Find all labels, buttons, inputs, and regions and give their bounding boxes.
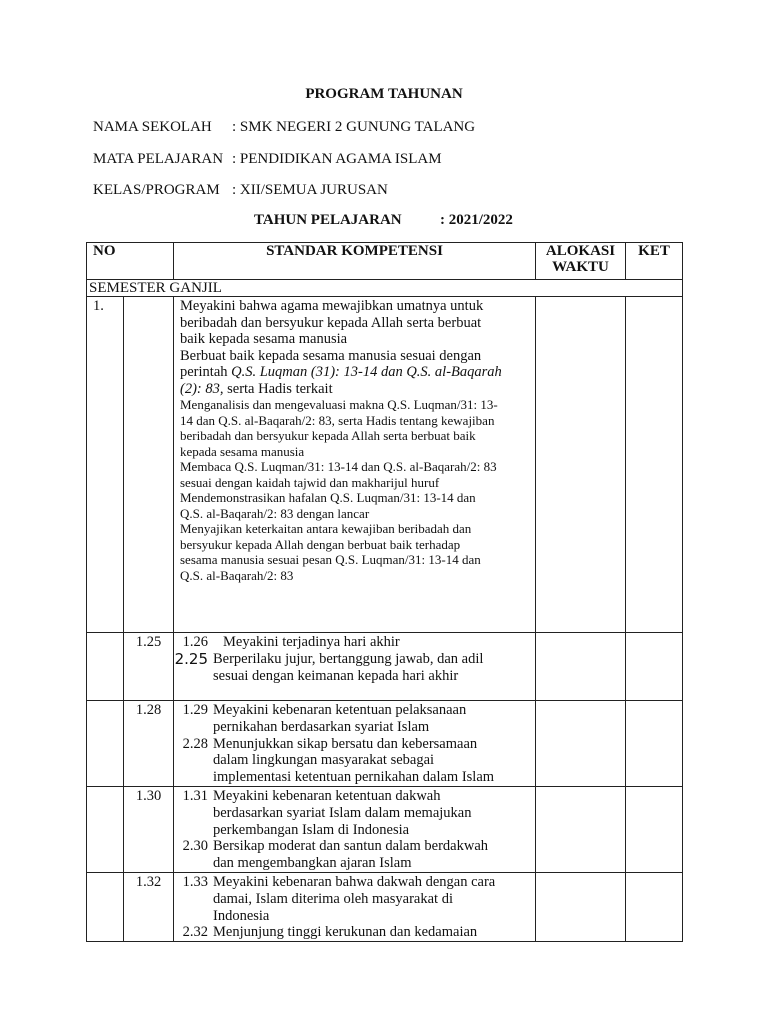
competency-cell: 1.31 Meyakini kebenaran ketentuan dakwah berdasarkan syariat Islam dalam memajukan perkembangan Islam di Indonesia 2.30 Bersikap moderat dan santun dalam berdakwah dan mengembangkan ajaran Islam — [174, 786, 536, 872]
year-label: TAHUN PELAJARAN — [254, 212, 402, 228]
competency-cell: 1.33 Meyakini kebenaran bahwa dakwah dengan cara damai, Islam diterima oleh masyarakat di Indonesia 2.32 Menjunjung tinggi kerukunan dan kedamaian — [174, 872, 536, 941]
competency-cell: 1.29 Meyakini kebenaran ketentuan pelaksanaan pernikahan berdasarkan syariat Islam 2.28 Menunjukkan sikap bersatu dan kebersamaan dalam lingkungan masyarakat sebagai implementasi ketentuan pernikahan dalam Islam — [174, 701, 536, 787]
header-alokasi-waktu: ALOKASI WAKTU — [536, 243, 626, 280]
school-value: : SMK NEGERI 2 GUNUNG TALANG — [232, 119, 476, 135]
alokasi-cell — [536, 633, 626, 701]
alokasi-cell — [536, 297, 626, 633]
row-number — [87, 701, 124, 787]
ket-cell — [626, 633, 683, 701]
ket-cell — [626, 297, 683, 633]
row-subnumber: 1.28 — [124, 701, 174, 787]
subject-line — [93, 151, 442, 168]
semester-label: SEMESTER GANJIL — [87, 280, 683, 297]
competency-cell: Meyakini bahwa agama mewajibkan umatnya untuk beribadah dan bersyukur kepada Allah serta berbuat baik kepada sesama manusia Berbuat baik kepada sesama manusia sesuai dengan perintah Q.S. Luqman (31): 13-14 dan Q.S. al-Baqarah (2): 83, serta Hadis terkait Menganalisis dan mengevaluasi makna Q.S. Luqman/31: 13- 14 dan Q.S. al-Baqarah/2: 83, serta Hadis tentang kewajiban beribadah dan bersyukur kepada Allah serta berbuat baik kepada sesama manusia Membaca Q.S. Luqman/31: 13-14 dan Q.S. al-Baqarah/2: 83 sesuai dengan kaidah tajwid dan makharijul huruf Mendemonstrasikan hafalan Q.S. Luqman/31: 13-14 dan Q.S. al-Baqarah/2: 83 dengan lancar Menyajikan keterkaitan antara kewajiban beribadah dan bersyukur kepada Allah dengan berbuat baik terhadap sesama manusia sesuai pesan Q.S. Luqman/31: 13-14 dan Q.S. al-Baqarah/2: 83 — [174, 297, 536, 633]
table-row — [87, 786, 683, 872]
alokasi-cell — [536, 701, 626, 787]
ket-cell — [626, 701, 683, 787]
row-subnumber: 1.25 — [124, 633, 174, 701]
table-header-row — [87, 243, 683, 280]
table-row — [87, 297, 683, 633]
semester-row — [87, 280, 683, 297]
school-line — [93, 119, 475, 136]
year-value: : 2021/2022 — [440, 212, 513, 228]
row-subnumber: 1.32 — [124, 872, 174, 941]
row-subnumber: 1.30 — [124, 786, 174, 872]
ket-cell — [626, 872, 683, 941]
table-row — [87, 633, 683, 701]
class-line — [93, 182, 388, 199]
school-label: NAMA SEKOLAH — [93, 119, 212, 135]
ket-cell — [626, 786, 683, 872]
row-number — [87, 633, 124, 701]
competency-cell: 1.26 Meyakini terjadinya hari akhir 2.25 Berperilaku jujur, bertanggung jawab, dan adil sesuai dengan keimanan kepada hari akhir — [174, 633, 536, 701]
class-label: KELAS/PROGRAM — [93, 182, 220, 198]
alokasi-cell — [536, 872, 626, 941]
row-subnumber — [124, 297, 174, 633]
table-row — [87, 701, 683, 787]
subject-value: : PENDIDIKAN AGAMA ISLAM — [232, 151, 442, 167]
header-no: NO — [87, 243, 174, 280]
subject-label: MATA PELAJARAN — [93, 151, 224, 167]
header-standar-kompetensi: STANDAR KOMPETENSI — [174, 243, 536, 280]
program-table — [86, 242, 683, 942]
row-number — [87, 786, 124, 872]
row-number: 1. — [87, 297, 124, 633]
row-number — [87, 872, 124, 941]
table-row — [87, 872, 683, 941]
header-ket: KET — [626, 243, 683, 280]
document-title: PROGRAM TAHUNAN — [305, 86, 463, 102]
class-value: : XII/SEMUA JURUSAN — [232, 182, 388, 198]
alokasi-cell — [536, 786, 626, 872]
